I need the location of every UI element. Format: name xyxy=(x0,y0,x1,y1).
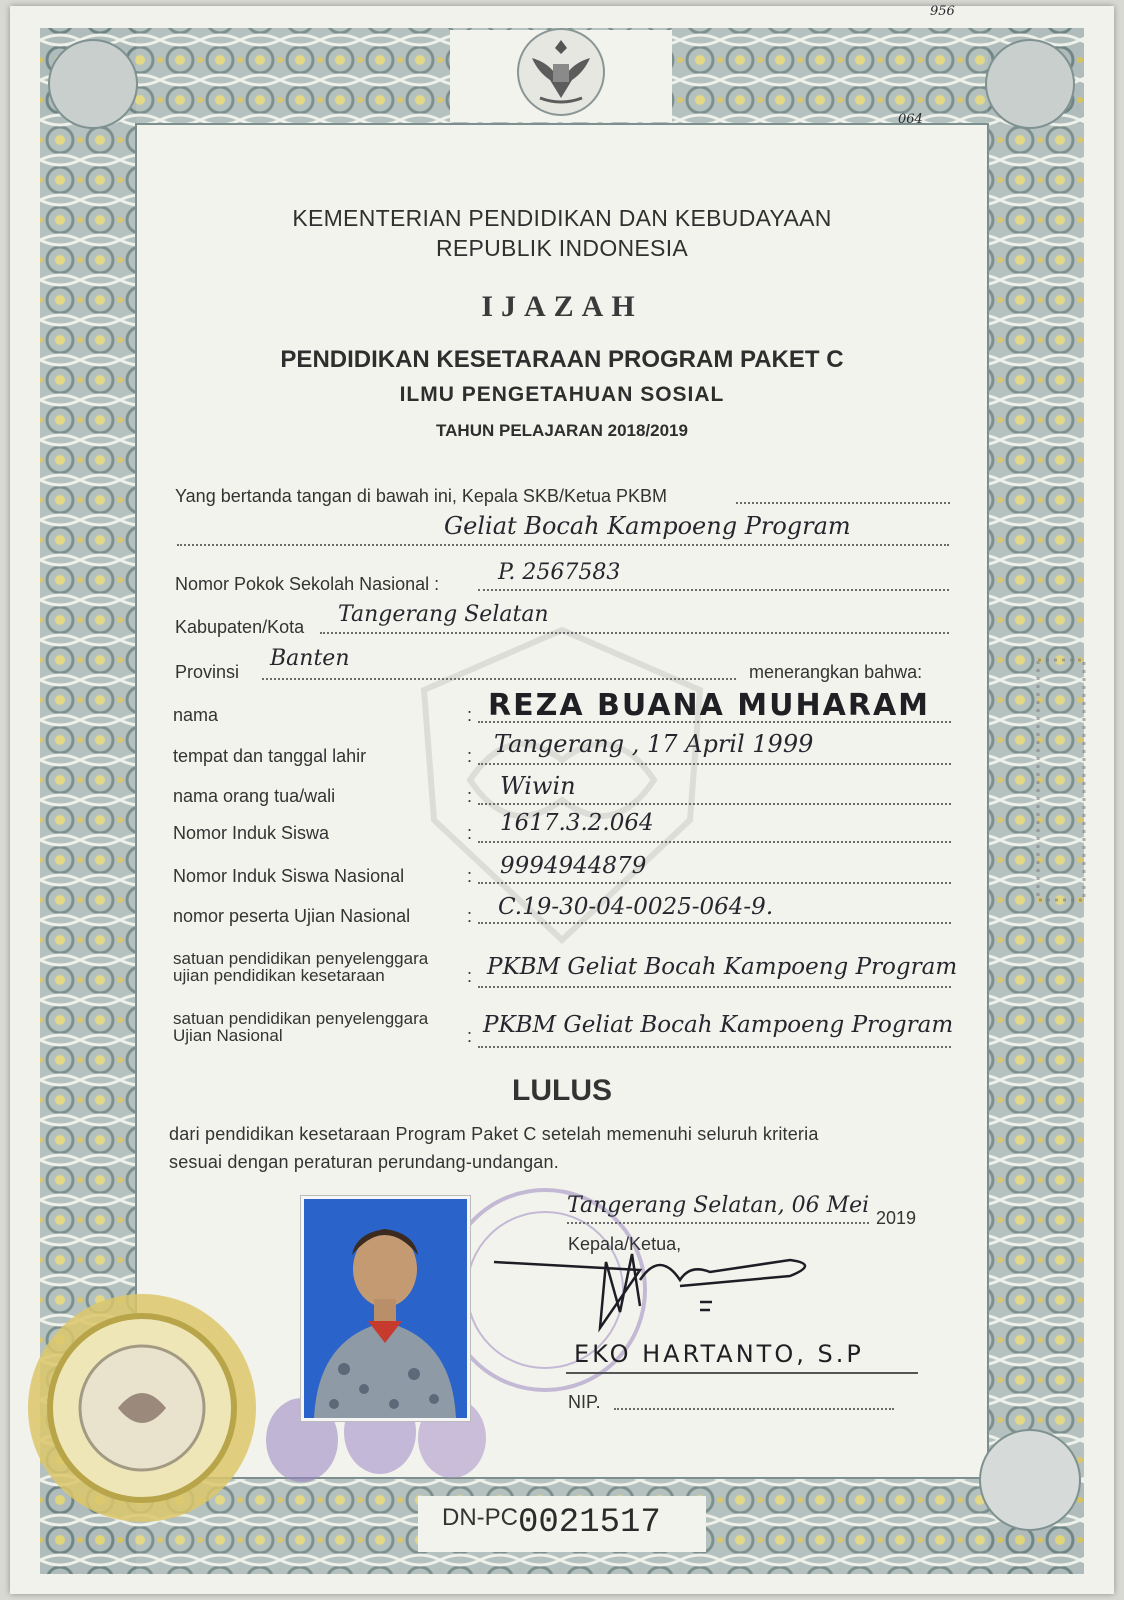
field-title: ILMU PENGETAHUAN SOSIAL xyxy=(399,383,725,406)
parent-dotted-line xyxy=(478,803,951,805)
city-dotted-line xyxy=(320,632,949,634)
org1-label-a: satuan pendidikan penyelenggara xyxy=(173,949,429,968)
result-status: LULUS xyxy=(512,1074,612,1107)
birth-colon: : xyxy=(467,746,473,766)
birth-dotted-line xyxy=(478,763,951,765)
nisn-label: Nomor Induk Siswa Nasional xyxy=(173,866,405,886)
nisn-dotted-line xyxy=(478,882,951,884)
exam-dotted-line xyxy=(478,922,951,924)
province-value: Banten xyxy=(270,646,350,671)
signer-name: EKO HARTANTO, S.P xyxy=(574,1340,864,1368)
program-title: PENDIDIKAN KESETARAAN PROGRAM PAKET C xyxy=(280,346,844,373)
name-dotted-line xyxy=(478,721,951,723)
hologram-seal-icon xyxy=(28,1294,256,1522)
document-title: IJAZAH xyxy=(481,290,643,323)
declares-label: menerangkan bahwa: xyxy=(749,662,923,682)
institution-name: Geliat Bocah Kampoeng Program xyxy=(444,512,851,540)
serial-digits: 0021517 xyxy=(518,1504,661,1542)
birth-value: Tangerang , 17 April 1999 xyxy=(494,730,814,758)
name-label: nama xyxy=(173,705,219,725)
parent-colon: : xyxy=(467,786,473,806)
city-value: Tangerang Selatan xyxy=(338,602,549,627)
nis-colon: : xyxy=(467,823,473,843)
institution-dotted-line xyxy=(177,544,949,546)
province-dotted-line xyxy=(262,678,736,680)
place-date: Tangerang Selatan, 06 Mei xyxy=(567,1193,870,1218)
intro-label: Yang bertanda tangan di bawah ini, Kepala SKB/Ketua PKBM xyxy=(175,486,668,506)
npsn-dotted-line xyxy=(478,589,949,591)
nis-value: 1617.3.2.064 xyxy=(500,810,654,836)
org1-label-b: ujian pendidikan kesetaraan xyxy=(173,966,385,985)
nis-label: Nomor Induk Siswa xyxy=(173,823,330,843)
corner-note-sub: 064 xyxy=(898,112,923,127)
org2-label-b: Ujian Nasional xyxy=(173,1026,283,1045)
name-colon: : xyxy=(467,705,473,725)
signature-role: Kepala/Ketua, xyxy=(568,1234,682,1254)
ministry-line-2: REPUBLIK INDONESIA xyxy=(435,235,689,261)
place-date-dotted-line xyxy=(567,1222,869,1224)
signature-year: 2019 xyxy=(876,1208,917,1228)
nip-dotted-line xyxy=(614,1408,894,1410)
npsn-value: P. 2567583 xyxy=(498,560,621,585)
org1-dotted-line xyxy=(478,986,951,988)
org2-value: PKBM Geliat Bocah Kampoeng Program xyxy=(483,1012,954,1038)
serial-number xyxy=(442,1504,661,1542)
ministry-line-1: KEMENTERIAN PENDIDIKAN DAN KEBUDAYAAN xyxy=(292,205,832,231)
nis-dotted-line xyxy=(478,841,951,843)
result-line-1: dari pendidikan kesetaraan Program Paket C setelah memenuhi seluruh kriteria xyxy=(169,1124,819,1144)
province-label: Provinsi xyxy=(175,662,240,682)
birth-label: tempat dan tanggal lahir xyxy=(173,746,367,766)
parent-value: Wiwin xyxy=(500,772,576,800)
nip-label: NIP. xyxy=(568,1392,601,1412)
student-name: REZA BUANA MUHARAM xyxy=(488,688,931,723)
nisn-value: 9994944879 xyxy=(500,853,647,879)
intro-dotted-line xyxy=(736,502,950,504)
exam-label: nomor peserta Ujian Nasional xyxy=(173,906,411,926)
org1-value: PKBM Geliat Bocah Kampoeng Program xyxy=(487,954,958,980)
parent-label: nama orang tua/wali xyxy=(173,786,336,806)
org2-dotted-line xyxy=(478,1046,951,1048)
org1-colon: : xyxy=(467,966,473,986)
exam-colon: : xyxy=(467,906,473,926)
city-label: Kabupaten/Kota xyxy=(175,617,305,637)
student-photo xyxy=(301,1196,470,1421)
corner-note-top: 956 xyxy=(930,4,955,19)
nisn-colon: : xyxy=(467,866,473,886)
npsn-label: Nomor Pokok Sekolah Nasional : xyxy=(175,574,440,594)
org2-label-a: satuan pendidikan penyelenggara xyxy=(173,1009,429,1028)
signer-line xyxy=(566,1372,918,1374)
org2-colon: : xyxy=(467,1026,473,1046)
academic-year: TAHUN PELAJARAN 2018/2019 xyxy=(436,421,688,440)
result-line-2: sesuai dengan peraturan perundang-undangan. xyxy=(169,1152,559,1172)
serial-prefix: DN-PC xyxy=(442,1504,518,1531)
exam-value: C.19-30-04-0025-064-9. xyxy=(498,894,774,920)
